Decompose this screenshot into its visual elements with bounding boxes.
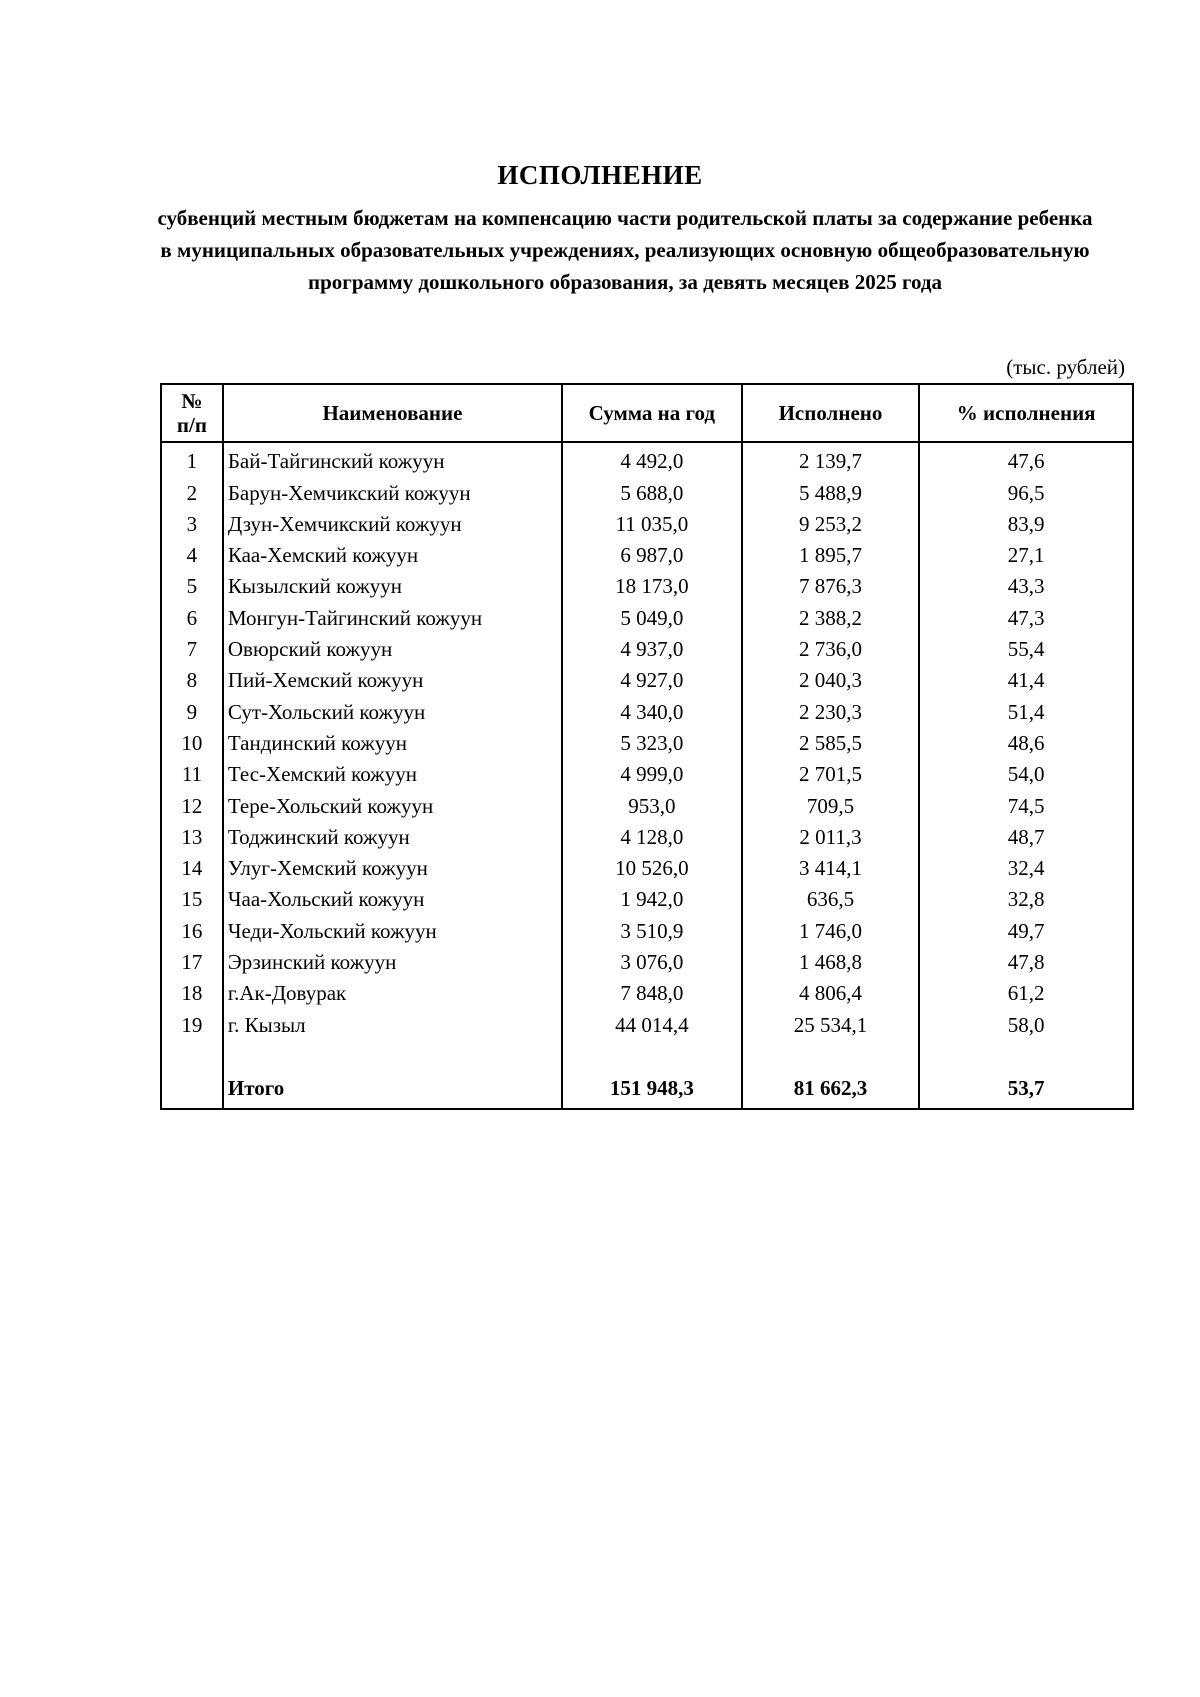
row-done: 5 488,9 — [742, 474, 920, 505]
row-name: г. Кызыл — [223, 1006, 562, 1037]
row-done: 2 701,5 — [742, 756, 920, 787]
row-num: 17 — [161, 944, 223, 975]
row-pct: 54,0 — [919, 756, 1133, 787]
row-name: Дзун-Хемчикский кожуун — [223, 506, 562, 537]
row-pct: 55,4 — [919, 631, 1133, 662]
row-pct: 51,4 — [919, 693, 1133, 724]
table-row — [161, 912, 1133, 943]
row-pct: 61,2 — [919, 975, 1133, 1006]
row-name: Пий-Хемский кожуун — [223, 662, 562, 693]
header-num-line2: п/п — [176, 413, 207, 437]
table-row — [161, 1006, 1133, 1037]
spacer-row — [161, 1038, 1133, 1068]
row-plan: 5 688,0 — [562, 474, 742, 505]
row-pct: 96,5 — [919, 474, 1133, 505]
row-pct: 27,1 — [919, 537, 1133, 568]
row-name: Монгун-Тайгинский кожуун — [223, 599, 562, 630]
row-done: 2 139,7 — [742, 442, 920, 474]
row-done: 9 253,2 — [742, 506, 920, 537]
total-done: 81 662,3 — [742, 1068, 920, 1109]
row-num: 5 — [161, 568, 223, 599]
total-pct: 53,7 — [919, 1068, 1133, 1109]
row-plan: 4 492,0 — [562, 442, 742, 474]
row-num: 15 — [161, 881, 223, 912]
row-pct: 47,8 — [919, 944, 1133, 975]
row-name: Эрзинский кожуун — [223, 944, 562, 975]
row-done: 3 414,1 — [742, 850, 920, 881]
row-plan: 4 937,0 — [562, 631, 742, 662]
table-row — [161, 442, 1133, 474]
row-done: 25 534,1 — [742, 1006, 920, 1037]
row-done: 2 230,3 — [742, 693, 920, 724]
table-row — [161, 819, 1133, 850]
header-plan: Сумма на год — [562, 384, 742, 442]
row-name: Тес-Хемский кожуун — [223, 756, 562, 787]
row-num: 10 — [161, 725, 223, 756]
row-plan: 1 942,0 — [562, 881, 742, 912]
row-pct: 47,3 — [919, 599, 1133, 630]
table-row — [161, 474, 1133, 505]
row-num: 12 — [161, 787, 223, 818]
row-pct: 32,4 — [919, 850, 1133, 881]
row-done: 1 746,0 — [742, 912, 920, 943]
row-name: Чаа-Хольский кожуун — [223, 881, 562, 912]
row-name: Каа-Хемский кожуун — [223, 537, 562, 568]
row-num: 3 — [161, 506, 223, 537]
row-plan: 18 173,0 — [562, 568, 742, 599]
row-num: 1 — [161, 442, 223, 474]
table-row — [161, 756, 1133, 787]
row-done: 7 876,3 — [742, 568, 920, 599]
row-plan: 11 035,0 — [562, 506, 742, 537]
row-pct: 58,0 — [919, 1006, 1133, 1037]
row-pct: 47,6 — [919, 442, 1133, 474]
row-pct: 74,5 — [919, 787, 1133, 818]
table-row — [161, 944, 1133, 975]
header-done: Исполнено — [742, 384, 920, 442]
row-num: 19 — [161, 1006, 223, 1037]
row-plan: 953,0 — [562, 787, 742, 818]
row-num: 2 — [161, 474, 223, 505]
row-num: 6 — [161, 599, 223, 630]
document-subtitle: субвенций местным бюджетам на компенсацию части родительской платы за содержание ребенка в муниципальных образовательных учреждениях, реализующих основную общеобразовательную программу дошкольного образования, за девять месяцев 2025 года — [157, 206, 1093, 294]
row-plan: 6 987,0 — [562, 537, 742, 568]
row-pct: 32,8 — [919, 881, 1133, 912]
row-name: Барун-Хемчикский кожуун — [223, 474, 562, 505]
spacer-cell — [223, 1038, 562, 1068]
document-title: ИСПОЛНЕНИЕ — [497, 160, 703, 190]
row-done: 1 895,7 — [742, 537, 920, 568]
spacer-cell — [742, 1038, 920, 1068]
table-body — [161, 442, 1133, 1109]
row-name: г.Ак-Довурак — [223, 975, 562, 1006]
table-row — [161, 506, 1133, 537]
row-num: 4 — [161, 537, 223, 568]
row-plan: 7 848,0 — [562, 975, 742, 1006]
total-row — [161, 1068, 1133, 1109]
spacer-cell — [919, 1038, 1133, 1068]
table-header-row — [161, 384, 1133, 442]
row-num: 14 — [161, 850, 223, 881]
table-row — [161, 975, 1133, 1006]
table-row — [161, 568, 1133, 599]
row-done: 2 040,3 — [742, 662, 920, 693]
row-num: 8 — [161, 662, 223, 693]
row-plan: 4 340,0 — [562, 693, 742, 724]
table-row — [161, 881, 1133, 912]
row-done: 636,5 — [742, 881, 920, 912]
row-pct: 41,4 — [919, 662, 1133, 693]
units-note: (тыс. рублей) — [1006, 355, 1125, 379]
row-plan: 4 927,0 — [562, 662, 742, 693]
table-row — [161, 662, 1133, 693]
row-name: Сут-Хольский кожуун — [223, 693, 562, 724]
row-num: 18 — [161, 975, 223, 1006]
row-plan: 4 128,0 — [562, 819, 742, 850]
row-num: 16 — [161, 912, 223, 943]
row-pct: 43,3 — [919, 568, 1133, 599]
row-name: Улуг-Хемский кожуун — [223, 850, 562, 881]
row-num: 11 — [161, 756, 223, 787]
execution-table — [160, 383, 1134, 1110]
total-num — [161, 1068, 223, 1109]
table-row — [161, 631, 1133, 662]
table-row — [161, 537, 1133, 568]
row-pct: 49,7 — [919, 912, 1133, 943]
row-done: 2 585,5 — [742, 725, 920, 756]
header-num — [161, 384, 223, 442]
table-row — [161, 693, 1133, 724]
row-num: 9 — [161, 693, 223, 724]
row-name: Бай-Тайгинский кожуун — [223, 442, 562, 474]
row-done: 1 468,8 — [742, 944, 920, 975]
row-done: 2 011,3 — [742, 819, 920, 850]
row-num: 7 — [161, 631, 223, 662]
spacer-cell — [161, 1038, 223, 1068]
row-num: 13 — [161, 819, 223, 850]
row-name: Тоджинский кожуун — [223, 819, 562, 850]
row-pct: 48,6 — [919, 725, 1133, 756]
row-plan: 5 049,0 — [562, 599, 742, 630]
row-name: Овюрский кожуун — [223, 631, 562, 662]
table-row — [161, 850, 1133, 881]
row-name: Чеди-Хольский кожуун — [223, 912, 562, 943]
row-plan: 10 526,0 — [562, 850, 742, 881]
row-done: 709,5 — [742, 787, 920, 818]
row-pct: 83,9 — [919, 506, 1133, 537]
table-row — [161, 599, 1133, 630]
row-name: Тандинский кожуун — [223, 725, 562, 756]
table-row — [161, 787, 1133, 818]
total-name: Итого — [223, 1068, 562, 1109]
row-done: 2 388,2 — [742, 599, 920, 630]
row-done: 2 736,0 — [742, 631, 920, 662]
total-plan: 151 948,3 — [562, 1068, 742, 1109]
header-pct: % исполнения — [919, 384, 1133, 442]
row-plan: 44 014,4 — [562, 1006, 742, 1037]
row-pct: 48,7 — [919, 819, 1133, 850]
row-plan: 4 999,0 — [562, 756, 742, 787]
header-name: Наименование — [223, 384, 562, 442]
header-num-line1: № — [181, 389, 203, 413]
row-plan: 5 323,0 — [562, 725, 742, 756]
spacer-cell — [562, 1038, 742, 1068]
row-done: 4 806,4 — [742, 975, 920, 1006]
table-row — [161, 725, 1133, 756]
row-plan: 3 510,9 — [562, 912, 742, 943]
row-plan: 3 076,0 — [562, 944, 742, 975]
row-name: Тере-Хольский кожуун — [223, 787, 562, 818]
row-name: Кызылский кожуун — [223, 568, 562, 599]
